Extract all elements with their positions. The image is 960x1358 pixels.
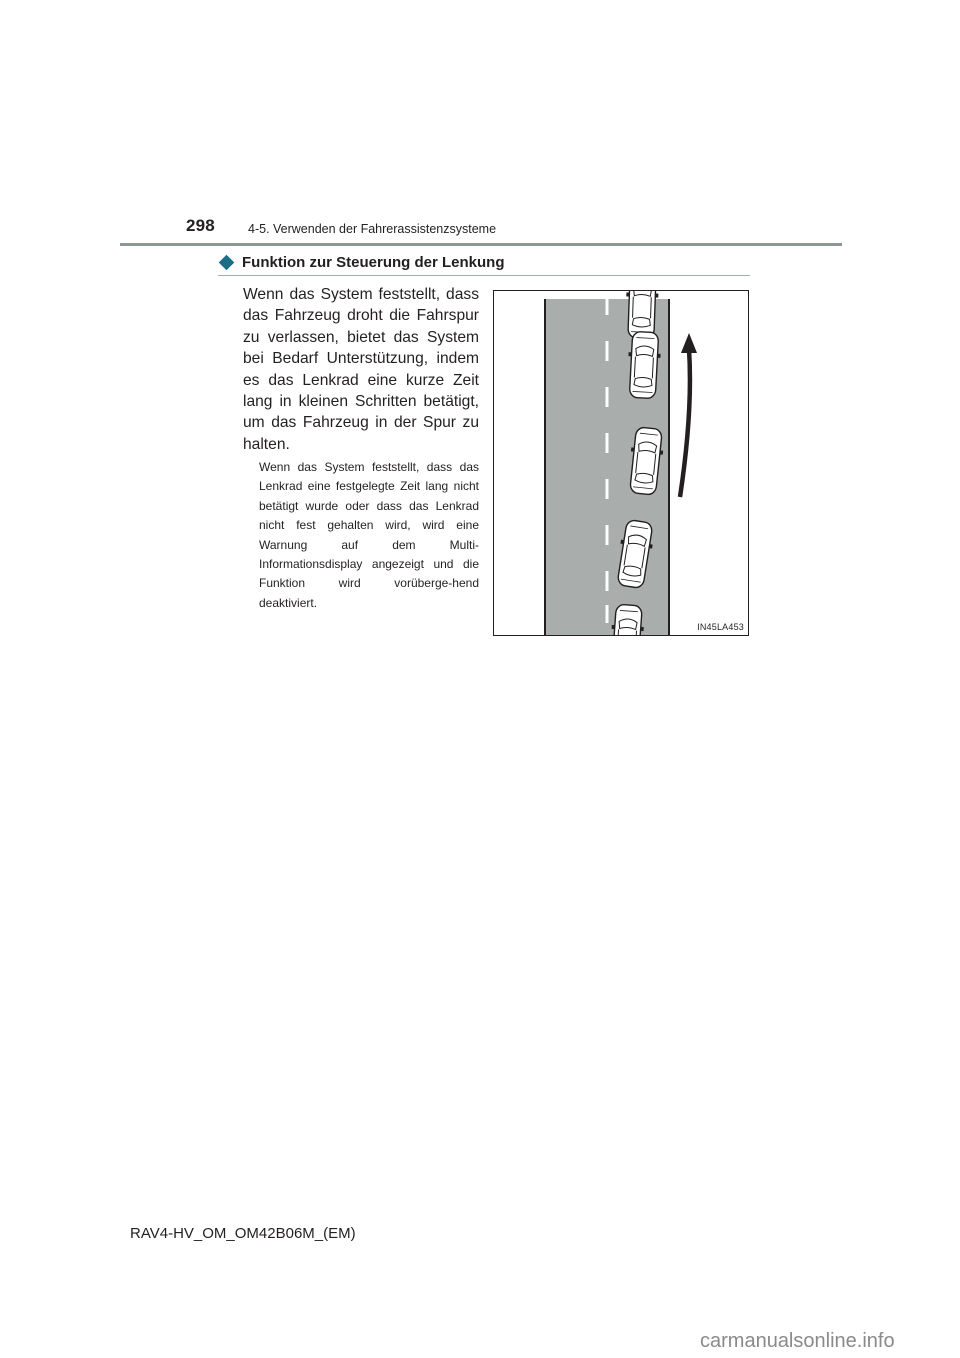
figure-code: IN45LA453 [697, 622, 744, 632]
vehicle-position-1 [626, 331, 661, 399]
diamond-bullet-icon [219, 255, 235, 271]
section-heading [218, 254, 750, 276]
body-paragraph: Wenn das System feststellt, dass das Fahrzeug droht die Fahrspur zu verlassen, bietet das System bei Bedarf Unterstützung, indem es das Lenkrad eine kurze Zeit lang in kleinen Schritten betätigt, um das Fahrzeug in der Spur zu halten. [243, 286, 479, 453]
page-number: 298 [186, 216, 215, 235]
document-id: RAV4-HV_OM_OM42B06M_(EM) [130, 1225, 356, 1242]
correction-arrow [680, 349, 690, 497]
header-rule [120, 243, 842, 246]
arrow-head-icon [681, 333, 697, 353]
section-title: Funktion zur Steuerung der Lenkung [242, 254, 505, 271]
watermark: carmanualsonline.info [700, 1330, 895, 1352]
note-paragraph: Wenn das System feststellt, dass das Lenkrad eine festgelegte Zeit lang nicht betätigt wurde oder dass das Lenkrad nicht fest gehalten wird, wird eine Warnung auf dem Multi-Informationsdisplay angezeigt und die Funktion wird vorüberge-hend deaktiviert. [259, 460, 479, 610]
lane-keeping-illustration [493, 290, 749, 636]
road-diagram [494, 291, 749, 636]
chapter-title: 4-5. Verwenden der Fahrerassistenzsysteme [248, 222, 497, 236]
